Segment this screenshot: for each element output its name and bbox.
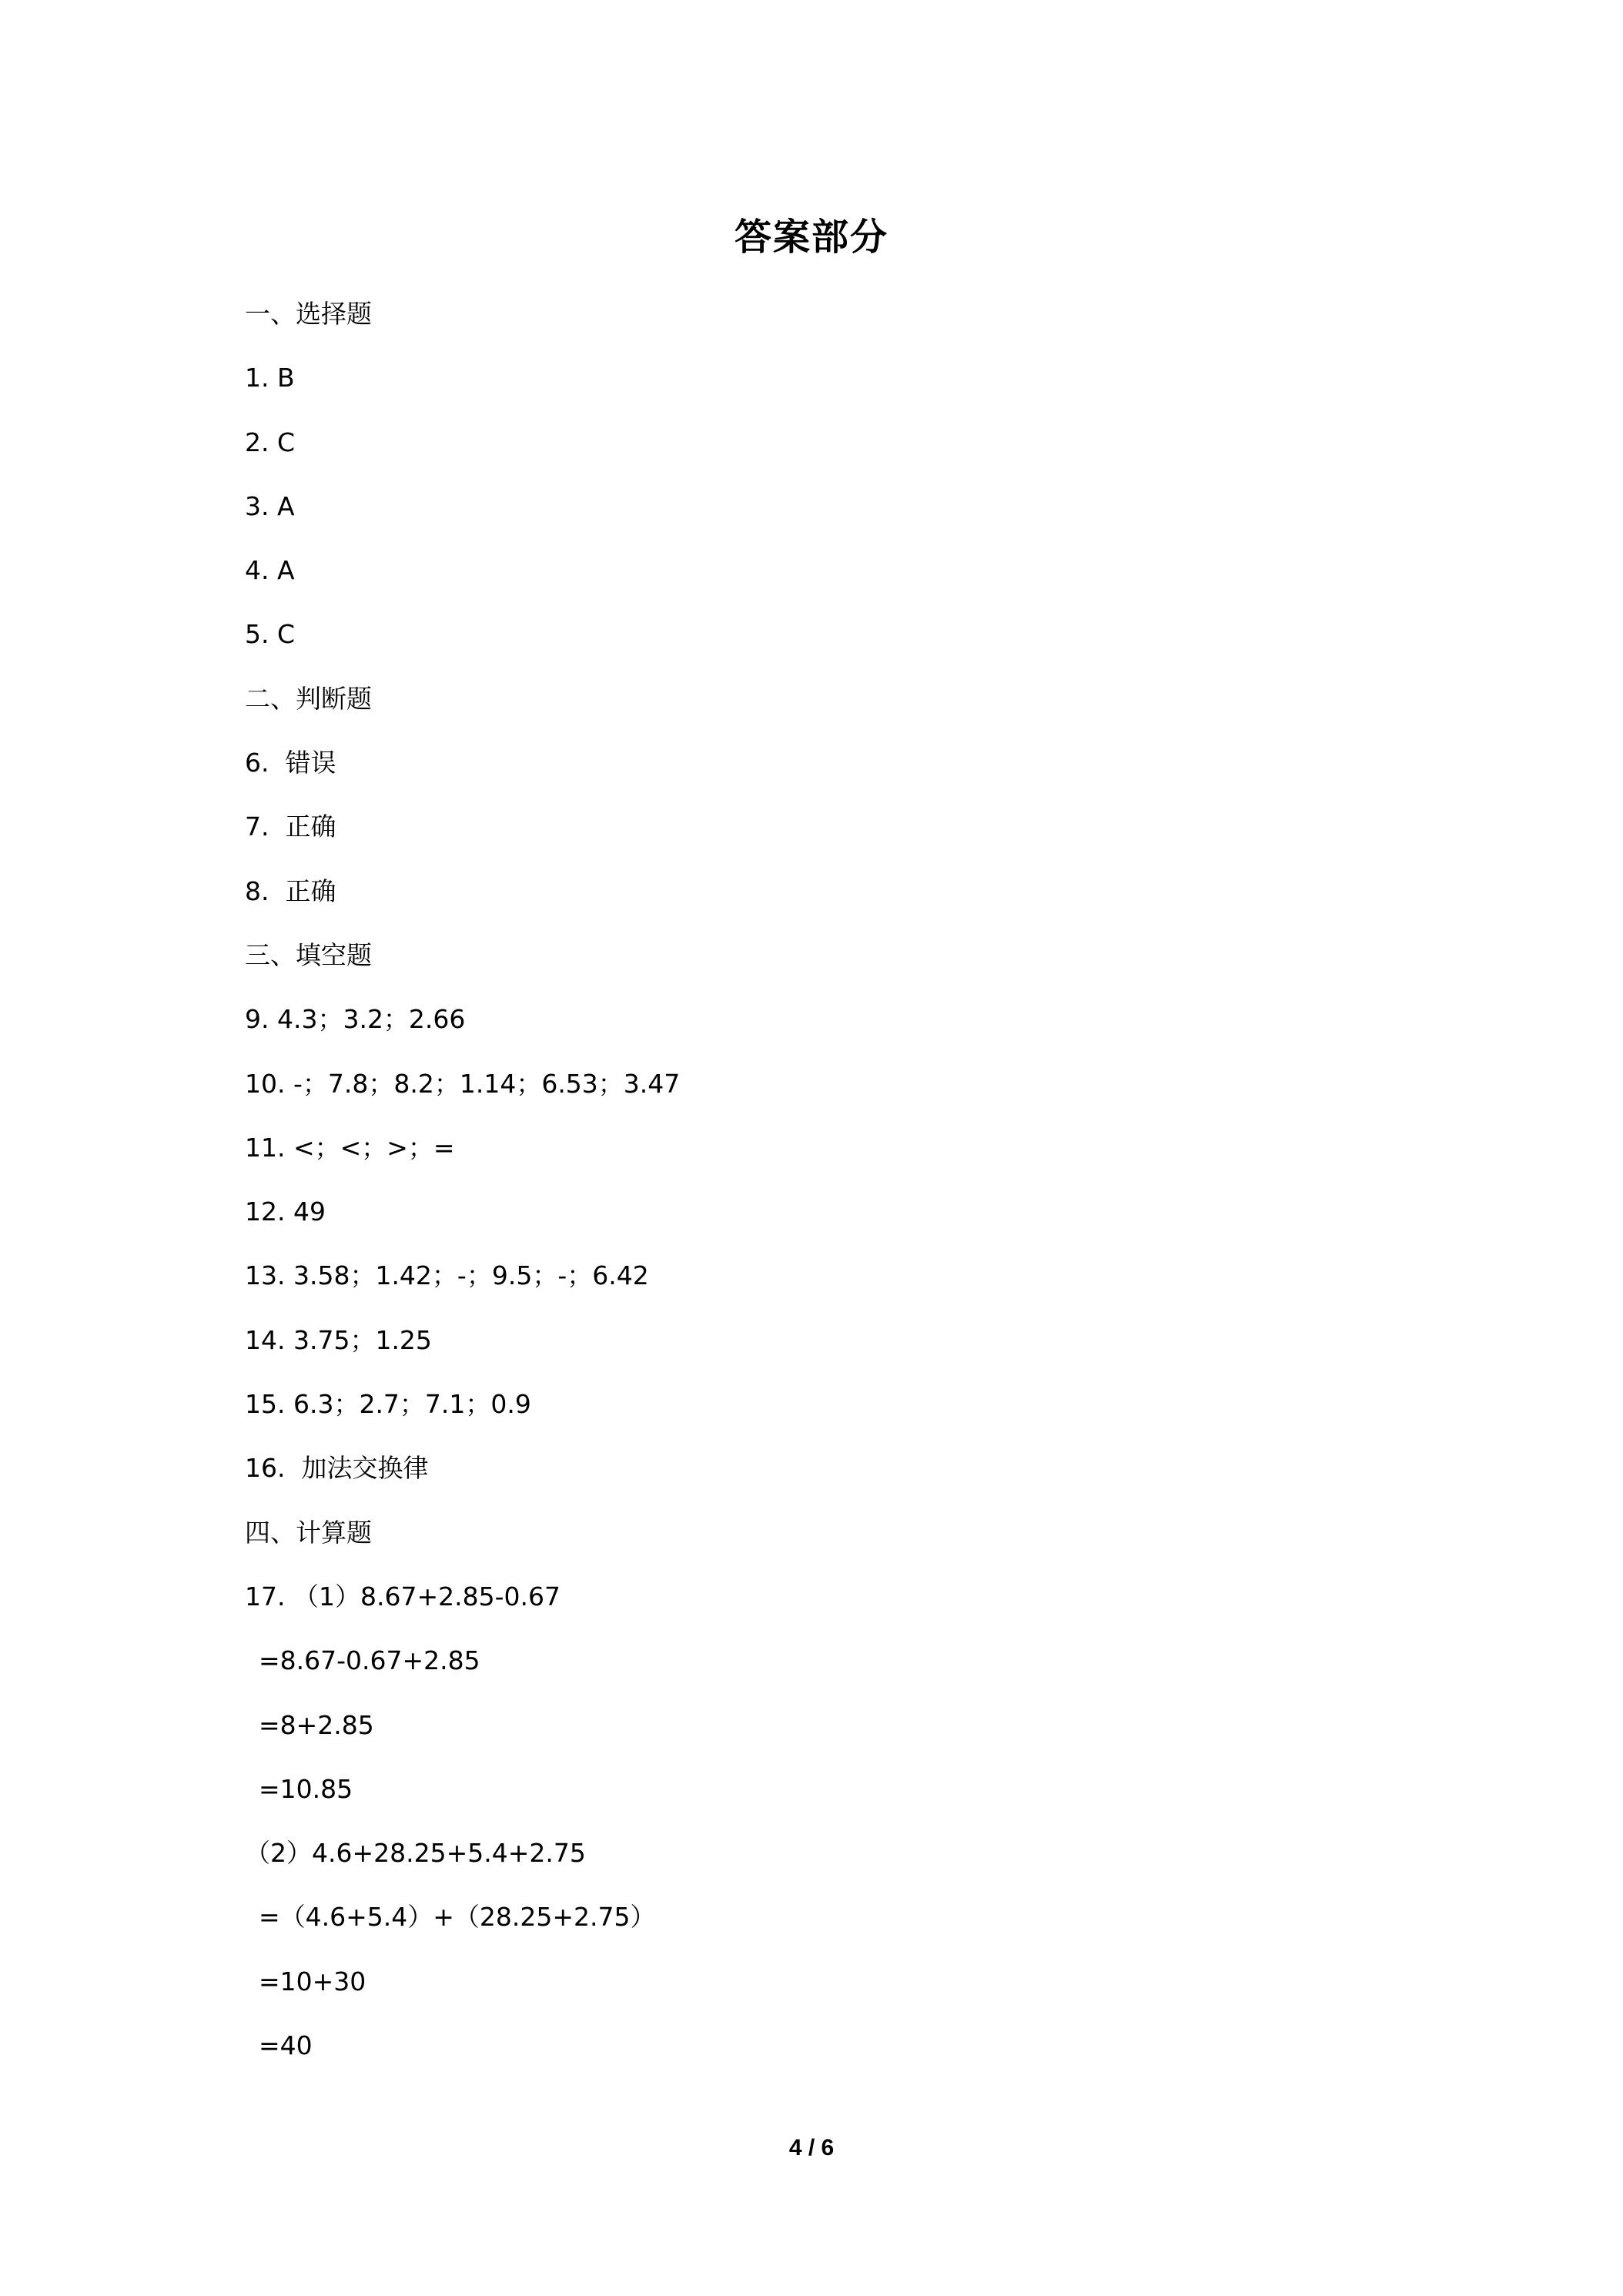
answer-line: 3. A bbox=[245, 490, 295, 521]
answer-line: 4. A bbox=[245, 555, 295, 586]
calculation-step: =（4.6+5.4）+（28.25+2.75） bbox=[259, 1902, 656, 1933]
answer-line: 15. 6.3；2.7；7.1；0.9 bbox=[245, 1389, 531, 1420]
calculation-step: =8.67-0.67+2.85 bbox=[259, 1645, 480, 1676]
answer-line: 2. C bbox=[245, 427, 296, 457]
page-title: 答案部分 bbox=[734, 216, 888, 259]
section-heading-choice: 一、选择题 bbox=[245, 299, 372, 329]
page-number: 4 / 6 bbox=[788, 2135, 835, 2160]
answer-line: 1. B bbox=[245, 363, 295, 393]
answer-line: 13. 3.58；1.42；-；9.5；-；6.42 bbox=[245, 1260, 649, 1291]
answer-line: 12. 49 bbox=[245, 1197, 326, 1227]
answer-line: 8. 正确 bbox=[245, 875, 336, 906]
calculation-step: =40 bbox=[259, 2030, 313, 2061]
answer-line: 5. C bbox=[245, 619, 296, 650]
answer-line: 17. （1）8.67+2.85-0.67 bbox=[245, 1581, 561, 1612]
answer-content bbox=[245, 291, 1477, 2087]
answer-line: 10. -；7.8；8.2；1.14；6.53；3.47 bbox=[245, 1068, 681, 1099]
answer-line: 6. 错误 bbox=[245, 748, 336, 778]
calculation-step: =8+2.85 bbox=[259, 1709, 374, 1740]
calculation-step: =10+30 bbox=[259, 1966, 366, 1996]
answer-line: 7. 正确 bbox=[245, 812, 336, 842]
section-heading-fill-in: 三、填空题 bbox=[245, 939, 372, 970]
answer-line: 11. <；<；>；= bbox=[245, 1132, 455, 1163]
answer-line: 9. 4.3；3.2；2.66 bbox=[245, 1004, 466, 1035]
calculation-step: =10.85 bbox=[259, 1773, 353, 1804]
section-heading-calculation: 四、计算题 bbox=[245, 1517, 372, 1548]
answer-line: 16. 加法交换律 bbox=[245, 1453, 429, 1484]
section-heading-judgment: 二、判断题 bbox=[245, 683, 372, 714]
answer-line: 14. 3.75；1.25 bbox=[245, 1324, 432, 1355]
answer-line: （2）4.6+28.25+5.4+2.75 bbox=[245, 1838, 586, 1869]
